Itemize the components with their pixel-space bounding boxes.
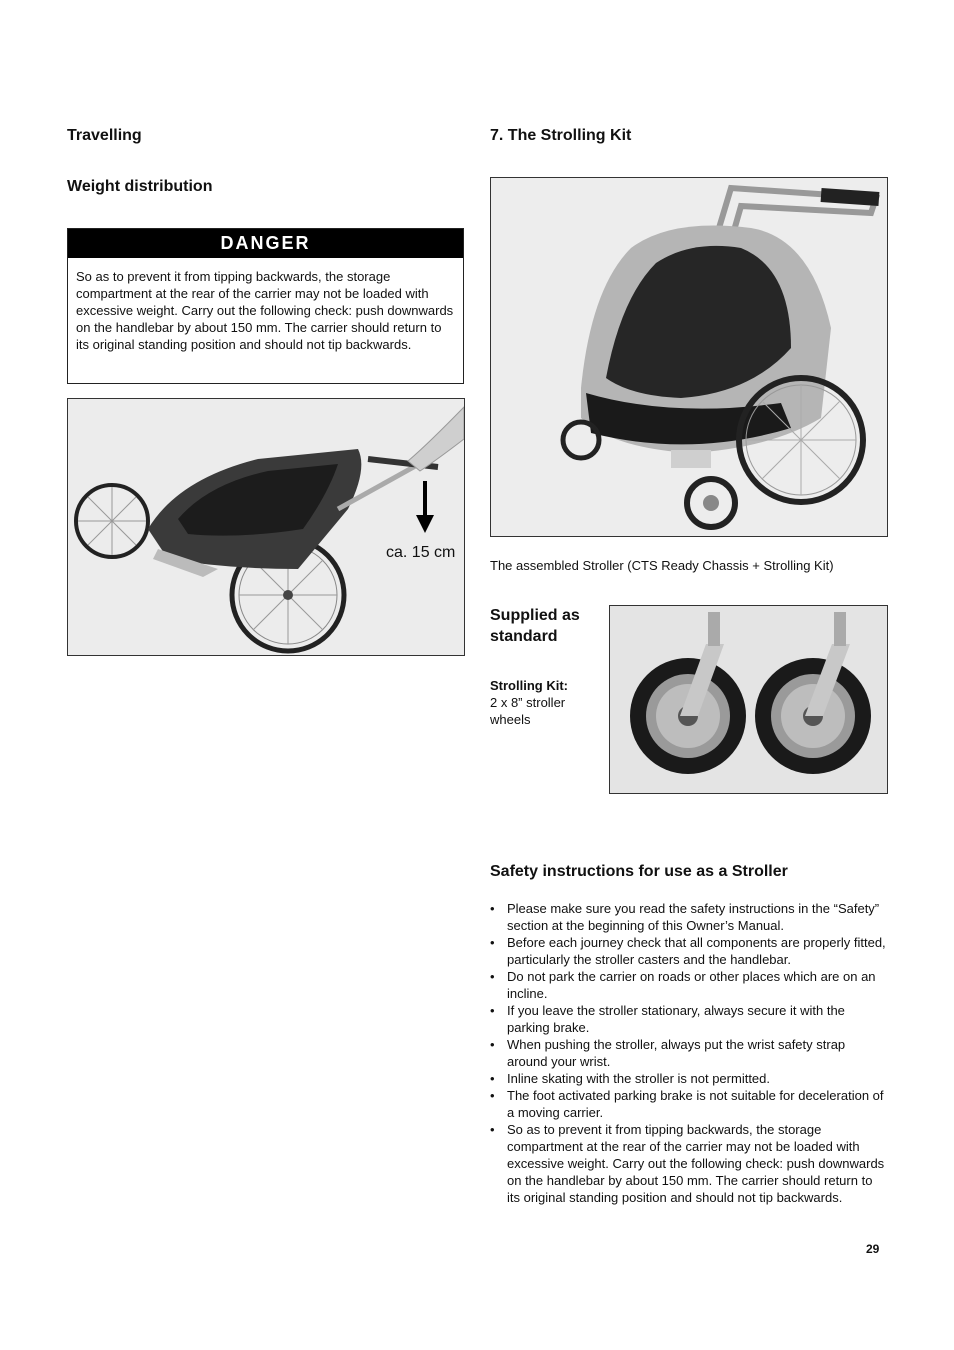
trailer-tilt-photo xyxy=(67,398,465,656)
danger-title: DANGER xyxy=(68,229,463,258)
list-item: • So as to prevent it from tipping backwards, the storage compartment at the rear of the carrier may not be loaded with excessive weight. Carry out the following check: push downwards on the handlebar by about 150 mm. The carrier should return to its original standing position and should not tip backwards. xyxy=(490,1121,888,1206)
danger-box xyxy=(67,228,464,384)
list-item: • When pushing the stroller, always put the wrist safety strap around your wrist. xyxy=(490,1036,888,1070)
stroller-wheels-illustration xyxy=(610,606,887,793)
stroller-illustration xyxy=(491,178,887,536)
stroller-wheels-photo xyxy=(609,605,888,794)
measurement-label: ca. 15 cm xyxy=(386,544,456,561)
danger-text: So as to prevent it from tipping backwards, the storage compartment at the rear of the carrier may not be loaded with excessive weight. Carry out the following check: push downwards on the handlebar by about 150 mm. The carrier should return to its original standing position and should not tip backwards. xyxy=(76,269,454,352)
list-item: • The foot activated parking brake is not suitable for deceleration of a moving carrier. xyxy=(490,1087,888,1121)
strolling-kit-label: Strolling Kit: xyxy=(490,678,568,693)
list-item: • If you leave the stroller stationary, always secure it with the parking brake. xyxy=(490,1002,888,1036)
list-item: • Do not park the carrier on roads or other places which are on an incline. xyxy=(490,968,888,1002)
section-heading-strolling-kit: 7. The Strolling Kit xyxy=(490,127,632,144)
subheading-weight-distribution: Weight distribution xyxy=(67,178,213,195)
page-number: 29 xyxy=(866,1242,880,1256)
list-item: • Before each journey check that all components are properly fitted, particularly the stroller casters and the handlebar. xyxy=(490,934,888,968)
trailer-tilt-illustration xyxy=(68,399,464,655)
strolling-kit-contents: 2 x 8” stroller wheels xyxy=(490,695,566,727)
section-heading-travelling: Travelling xyxy=(67,127,142,144)
list-item: • Inline skating with the stroller is not permitted. xyxy=(490,1070,888,1087)
safety-instructions-list xyxy=(490,900,888,1206)
safety-instructions-heading: Safety instructions for use as a Stroller xyxy=(490,863,788,880)
list-item: • Please make sure you read the safety instructions in the “Safety” section at the beginning of this Owner’s Manual. xyxy=(490,900,888,934)
supplied-as-standard-heading: Supplied as standard xyxy=(490,607,580,645)
stroller-caption: The assembled Stroller (CTS Ready Chassis + Strolling Kit) xyxy=(490,558,834,573)
stroller-photo xyxy=(490,177,888,537)
